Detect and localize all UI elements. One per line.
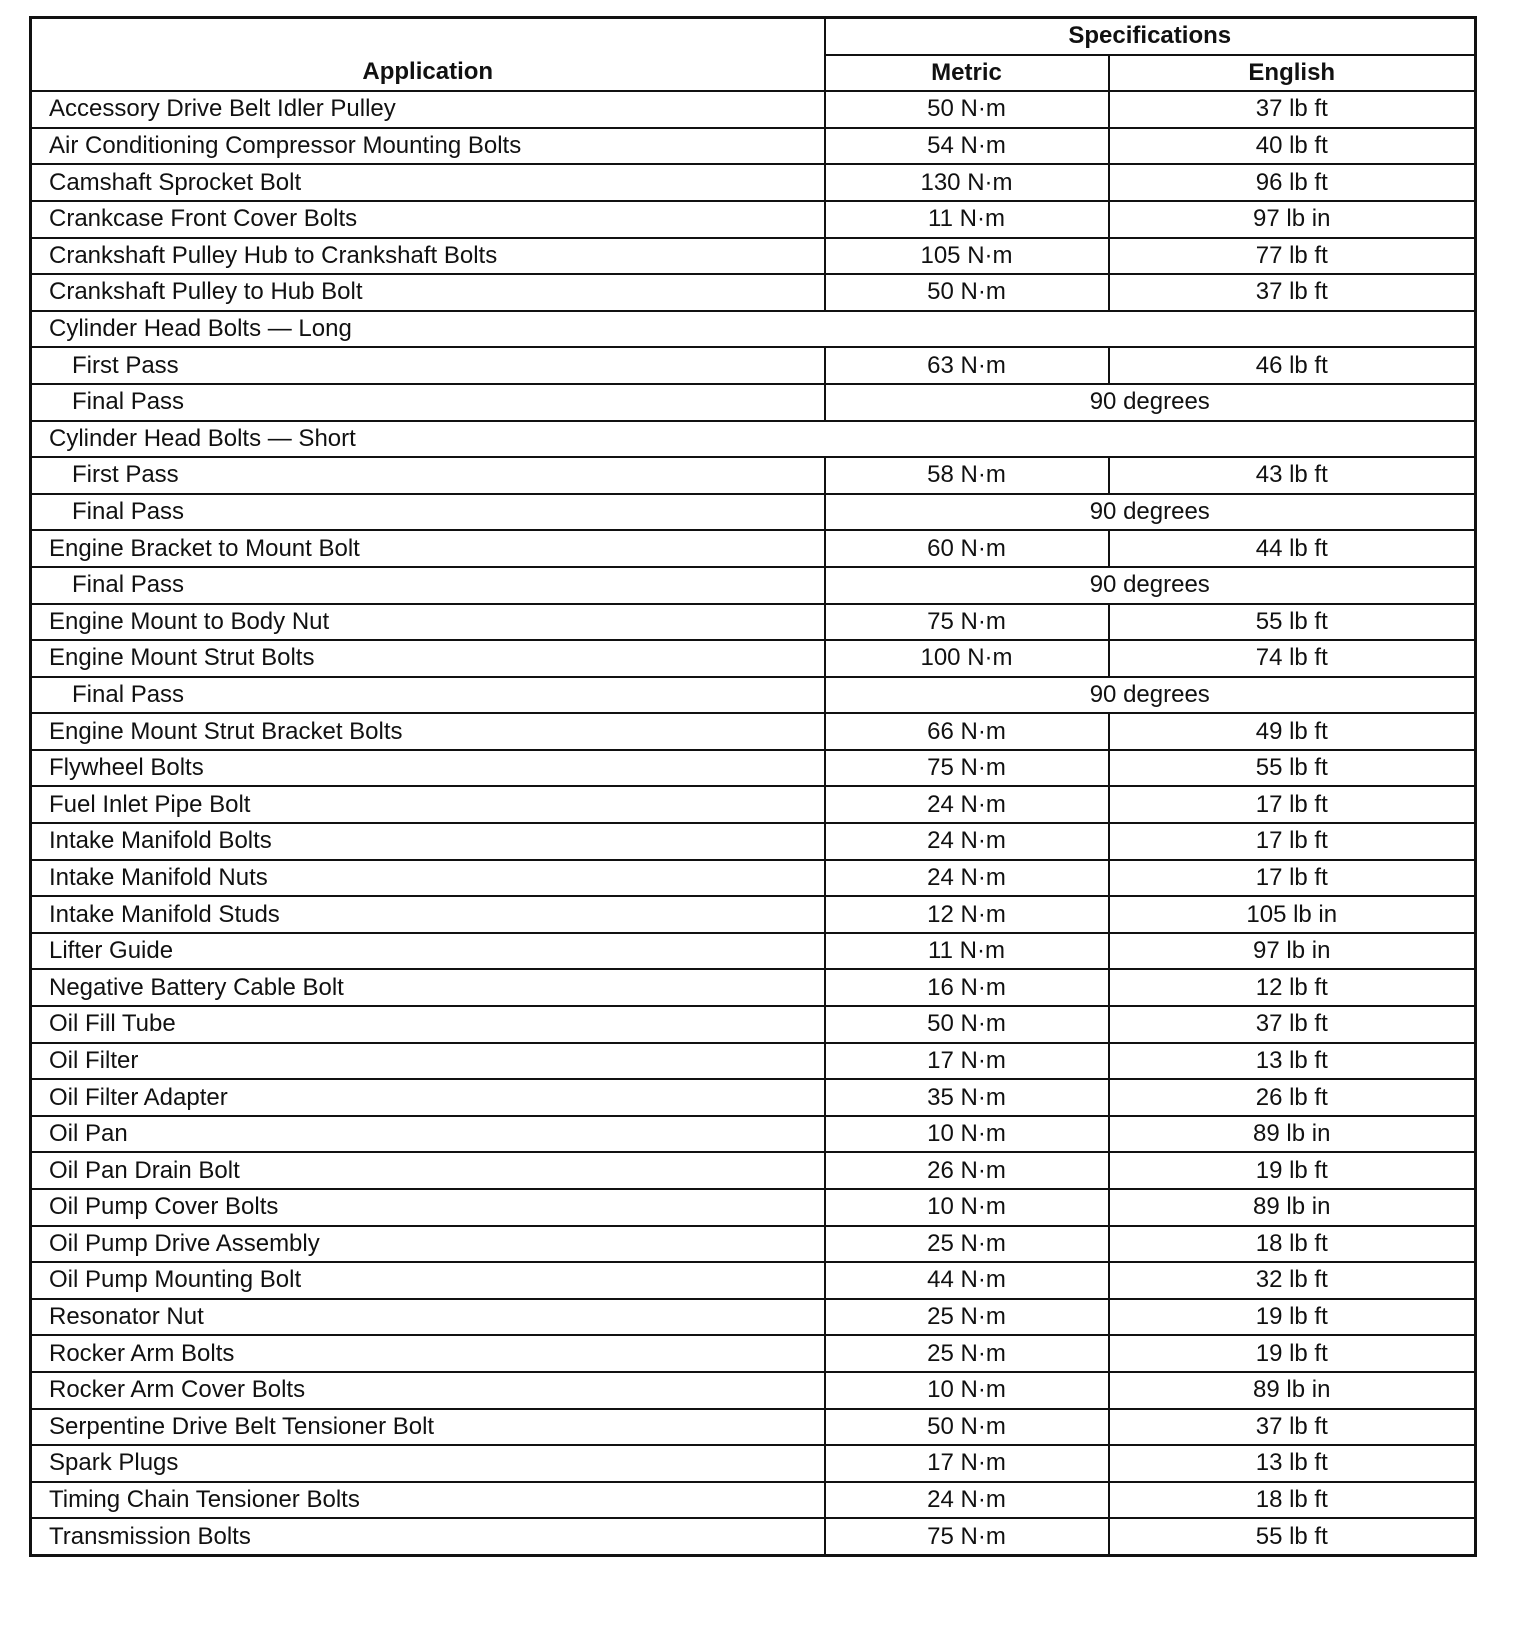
table-row bbox=[31, 128, 1476, 165]
group-label: Cylinder Head Bolts — Short bbox=[31, 421, 825, 458]
application-cell: Final Pass bbox=[31, 677, 825, 714]
english-cell: 40 lb ft bbox=[1109, 128, 1476, 165]
table-row bbox=[31, 201, 1476, 238]
table-row bbox=[31, 238, 1476, 275]
combined-spec-cell: 90 degrees bbox=[825, 677, 1476, 714]
metric-cell: 16 N·m bbox=[825, 969, 1109, 1006]
table-row bbox=[31, 969, 1476, 1006]
english-cell: 37 lb ft bbox=[1109, 91, 1476, 128]
english-cell: 19 lb ft bbox=[1109, 1335, 1476, 1372]
table-body bbox=[31, 91, 1476, 1555]
english-cell: 37 lb ft bbox=[1109, 274, 1476, 311]
metric-cell: 54 N·m bbox=[825, 128, 1109, 165]
english-cell: 74 lb ft bbox=[1109, 640, 1476, 677]
metric-cell: 75 N·m bbox=[825, 750, 1109, 787]
metric-cell: 10 N·m bbox=[825, 1189, 1109, 1226]
application-cell: Intake Manifold Bolts bbox=[31, 823, 825, 860]
english-cell: 55 lb ft bbox=[1109, 750, 1476, 787]
table-row bbox=[31, 164, 1476, 201]
english-cell: 12 lb ft bbox=[1109, 969, 1476, 1006]
table-row bbox=[31, 91, 1476, 128]
application-cell: Camshaft Sprocket Bolt bbox=[31, 164, 825, 201]
table-row bbox=[31, 1189, 1476, 1226]
table-row bbox=[31, 1043, 1476, 1080]
table-row bbox=[31, 1152, 1476, 1189]
table-row bbox=[31, 933, 1476, 970]
application-cell: Oil Fill Tube bbox=[31, 1006, 825, 1043]
metric-cell: 10 N·m bbox=[825, 1116, 1109, 1153]
metric-cell: 50 N·m bbox=[825, 1006, 1109, 1043]
table-row bbox=[31, 713, 1476, 750]
application-cell: Spark Plugs bbox=[31, 1445, 825, 1482]
english-cell: 26 lb ft bbox=[1109, 1079, 1476, 1116]
application-cell: Oil Filter bbox=[31, 1043, 825, 1080]
metric-cell: 66 N·m bbox=[825, 713, 1109, 750]
english-cell: 19 lb ft bbox=[1109, 1299, 1476, 1336]
english-cell: 89 lb in bbox=[1109, 1189, 1476, 1226]
application-cell: Fuel Inlet Pipe Bolt bbox=[31, 786, 825, 823]
application-cell: Intake Manifold Studs bbox=[31, 896, 825, 933]
application-cell: Engine Bracket to Mount Bolt bbox=[31, 530, 825, 567]
table-row bbox=[31, 1262, 1476, 1299]
metric-cell: 17 N·m bbox=[825, 1043, 1109, 1080]
english-cell: 13 lb ft bbox=[1109, 1043, 1476, 1080]
torque-specifications-table bbox=[29, 16, 1477, 1557]
table-row bbox=[31, 567, 1476, 604]
table-row bbox=[31, 530, 1476, 567]
application-cell: Oil Pump Cover Bolts bbox=[31, 1189, 825, 1226]
application-cell: Crankshaft Pulley to Hub Bolt bbox=[31, 274, 825, 311]
metric-cell: 100 N·m bbox=[825, 640, 1109, 677]
english-cell: 19 lb ft bbox=[1109, 1152, 1476, 1189]
metric-cell: 10 N·m bbox=[825, 1372, 1109, 1409]
metric-cell: 75 N·m bbox=[825, 1518, 1109, 1555]
metric-cell: 12 N·m bbox=[825, 896, 1109, 933]
table-group-row bbox=[31, 311, 1476, 348]
metric-cell: 50 N·m bbox=[825, 91, 1109, 128]
application-cell: First Pass bbox=[31, 457, 825, 494]
table-row bbox=[31, 786, 1476, 823]
application-cell: Oil Pan Drain Bolt bbox=[31, 1152, 825, 1189]
english-cell: 44 lb ft bbox=[1109, 530, 1476, 567]
english-column-header: English bbox=[1109, 55, 1476, 92]
table-row bbox=[31, 1518, 1476, 1555]
application-cell: Air Conditioning Compressor Mounting Bolts bbox=[31, 128, 825, 165]
english-cell: 37 lb ft bbox=[1109, 1006, 1476, 1043]
table-row bbox=[31, 494, 1476, 531]
english-cell: 17 lb ft bbox=[1109, 786, 1476, 823]
metric-cell: 24 N·m bbox=[825, 823, 1109, 860]
metric-cell: 60 N·m bbox=[825, 530, 1109, 567]
metric-cell: 24 N·m bbox=[825, 786, 1109, 823]
english-cell: 18 lb ft bbox=[1109, 1482, 1476, 1519]
english-cell: 105 lb in bbox=[1109, 896, 1476, 933]
metric-cell: 63 N·m bbox=[825, 347, 1109, 384]
english-cell: 97 lb in bbox=[1109, 933, 1476, 970]
english-cell: 89 lb in bbox=[1109, 1116, 1476, 1153]
table-group-row bbox=[31, 421, 1476, 458]
table-row bbox=[31, 604, 1476, 641]
metric-cell: 26 N·m bbox=[825, 1152, 1109, 1189]
metric-cell: 25 N·m bbox=[825, 1226, 1109, 1263]
application-cell: Transmission Bolts bbox=[31, 1518, 825, 1555]
english-cell: 55 lb ft bbox=[1109, 604, 1476, 641]
application-cell: Oil Pump Mounting Bolt bbox=[31, 1262, 825, 1299]
english-cell: 32 lb ft bbox=[1109, 1262, 1476, 1299]
table-row bbox=[31, 1335, 1476, 1372]
application-cell: Lifter Guide bbox=[31, 933, 825, 970]
table-header bbox=[31, 18, 1476, 92]
application-cell: Accessory Drive Belt Idler Pulley bbox=[31, 91, 825, 128]
header-row-top bbox=[31, 18, 1476, 55]
application-cell: Engine Mount to Body Nut bbox=[31, 604, 825, 641]
metric-cell: 24 N·m bbox=[825, 1482, 1109, 1519]
application-cell: Timing Chain Tensioner Bolts bbox=[31, 1482, 825, 1519]
application-cell: Serpentine Drive Belt Tensioner Bolt bbox=[31, 1409, 825, 1446]
table-row bbox=[31, 274, 1476, 311]
metric-cell: 11 N·m bbox=[825, 201, 1109, 238]
application-cell: Resonator Nut bbox=[31, 1299, 825, 1336]
metric-cell: 25 N·m bbox=[825, 1335, 1109, 1372]
metric-cell: 25 N·m bbox=[825, 1299, 1109, 1336]
table-row bbox=[31, 1079, 1476, 1116]
table-row bbox=[31, 1006, 1476, 1043]
table-row bbox=[31, 457, 1476, 494]
table-row bbox=[31, 750, 1476, 787]
metric-cell: 58 N·m bbox=[825, 457, 1109, 494]
english-cell: 37 lb ft bbox=[1109, 1409, 1476, 1446]
english-cell: 13 lb ft bbox=[1109, 1445, 1476, 1482]
application-cell: Engine Mount Strut Bolts bbox=[31, 640, 825, 677]
table-row bbox=[31, 1299, 1476, 1336]
metric-cell: 35 N·m bbox=[825, 1079, 1109, 1116]
application-cell: Rocker Arm Cover Bolts bbox=[31, 1372, 825, 1409]
metric-cell: 17 N·m bbox=[825, 1445, 1109, 1482]
combined-spec-cell: 90 degrees bbox=[825, 494, 1476, 531]
table-row bbox=[31, 860, 1476, 897]
application-cell: Oil Pan bbox=[31, 1116, 825, 1153]
english-cell: 55 lb ft bbox=[1109, 1518, 1476, 1555]
table-row bbox=[31, 384, 1476, 421]
metric-cell: 50 N·m bbox=[825, 274, 1109, 311]
metric-cell: 130 N·m bbox=[825, 164, 1109, 201]
english-cell: 17 lb ft bbox=[1109, 860, 1476, 897]
application-column-header: Application bbox=[31, 18, 825, 92]
table-row bbox=[31, 1445, 1476, 1482]
table-row bbox=[31, 347, 1476, 384]
metric-cell: 11 N·m bbox=[825, 933, 1109, 970]
table-row bbox=[31, 1372, 1476, 1409]
table-row bbox=[31, 896, 1476, 933]
application-cell: Final Pass bbox=[31, 494, 825, 531]
english-cell: 18 lb ft bbox=[1109, 1226, 1476, 1263]
table-row bbox=[31, 1226, 1476, 1263]
table-row bbox=[31, 1116, 1476, 1153]
empty-spec-cell bbox=[825, 421, 1476, 458]
application-cell: Oil Pump Drive Assembly bbox=[31, 1226, 825, 1263]
english-cell: 89 lb in bbox=[1109, 1372, 1476, 1409]
group-label: Cylinder Head Bolts — Long bbox=[31, 311, 825, 348]
application-cell: Final Pass bbox=[31, 384, 825, 421]
english-cell: 96 lb ft bbox=[1109, 164, 1476, 201]
english-cell: 77 lb ft bbox=[1109, 238, 1476, 275]
metric-cell: 75 N·m bbox=[825, 604, 1109, 641]
english-cell: 46 lb ft bbox=[1109, 347, 1476, 384]
metric-cell: 44 N·m bbox=[825, 1262, 1109, 1299]
english-cell: 17 lb ft bbox=[1109, 823, 1476, 860]
specifications-column-header: Specifications bbox=[825, 18, 1476, 55]
english-cell: 43 lb ft bbox=[1109, 457, 1476, 494]
combined-spec-cell: 90 degrees bbox=[825, 567, 1476, 604]
application-cell: Rocker Arm Bolts bbox=[31, 1335, 825, 1372]
application-cell: Negative Battery Cable Bolt bbox=[31, 969, 825, 1006]
combined-spec-cell: 90 degrees bbox=[825, 384, 1476, 421]
application-cell: Final Pass bbox=[31, 567, 825, 604]
english-cell: 97 lb in bbox=[1109, 201, 1476, 238]
table-row bbox=[31, 677, 1476, 714]
application-cell: Crankshaft Pulley Hub to Crankshaft Bolts bbox=[31, 238, 825, 275]
application-cell: First Pass bbox=[31, 347, 825, 384]
application-cell: Engine Mount Strut Bracket Bolts bbox=[31, 713, 825, 750]
application-cell: Intake Manifold Nuts bbox=[31, 860, 825, 897]
application-cell: Flywheel Bolts bbox=[31, 750, 825, 787]
application-cell: Crankcase Front Cover Bolts bbox=[31, 201, 825, 238]
english-cell: 49 lb ft bbox=[1109, 713, 1476, 750]
metric-column-header: Metric bbox=[825, 55, 1109, 92]
table-row bbox=[31, 1482, 1476, 1519]
metric-cell: 105 N·m bbox=[825, 238, 1109, 275]
metric-cell: 50 N·m bbox=[825, 1409, 1109, 1446]
table-row bbox=[31, 823, 1476, 860]
table-row bbox=[31, 1409, 1476, 1446]
application-cell: Oil Filter Adapter bbox=[31, 1079, 825, 1116]
table-row bbox=[31, 640, 1476, 677]
empty-spec-cell bbox=[825, 311, 1476, 348]
metric-cell: 24 N·m bbox=[825, 860, 1109, 897]
